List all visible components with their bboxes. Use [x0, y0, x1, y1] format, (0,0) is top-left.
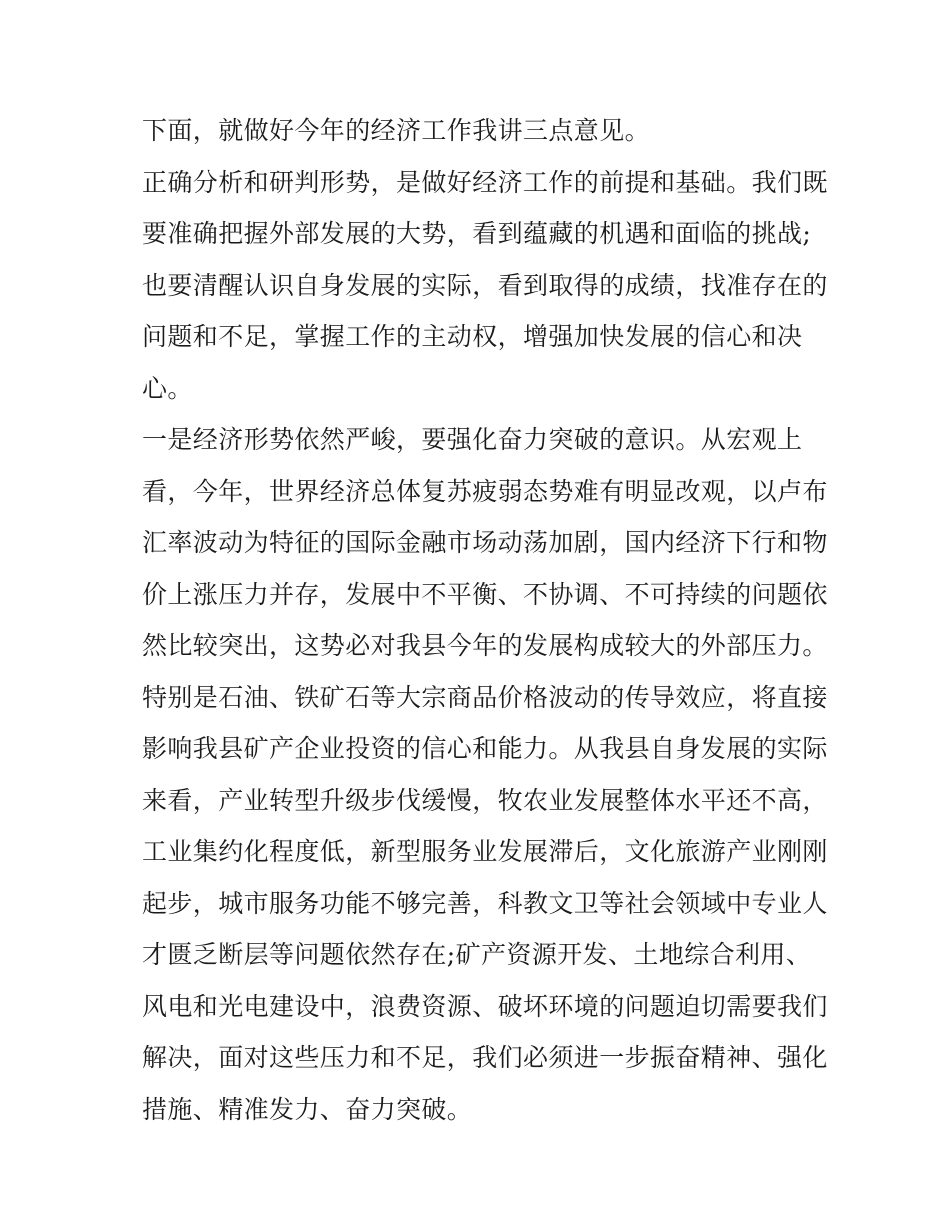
text-line: 起步，城市服务功能不够完善，科教文卫等社会领域中专业人	[142, 888, 828, 918]
text-line: 来看，产业转型升级步伐缓慢，牧农业发展整体水平还不高，	[142, 785, 828, 815]
text-line: 看，今年，世界经济总体复苏疲弱态势难有明显改观，以卢布	[142, 476, 828, 506]
text-line: 一是经济形势依然严峻，要强化奋力突破的意识。从宏观上	[142, 425, 803, 454]
text-line: 风电和光电建设中，浪费资源、破坏环境的问题迫切需要我们	[142, 991, 828, 1021]
text-line: 措施、精准发力、奋力突破。	[142, 1094, 473, 1124]
text-line: 正确分析和研判形势，是做好经济工作的前提和基础。我们既	[142, 167, 828, 197]
text-line: 特别是石油、铁矿石等大宗商品价格波动的传导效应，将直接	[142, 682, 828, 712]
text-line: 工业集约化程度低，新型服务业发展滞后，文化旅游产业刚刚	[142, 837, 828, 866]
text-line: 才匮乏断层等问题依然存在;矿产资源开发、土地综合利用、	[142, 940, 812, 969]
text-line: 也要清醒认识自身发展的实际，看到取得的成绩，找准存在的	[142, 270, 828, 300]
text-line: 问题和不足，掌握工作的主动权，增强加快发展的信心和决	[142, 322, 803, 351]
text-line: 价上涨压力并存，发展中不平衡、不协调、不可持续的问题依	[142, 579, 828, 609]
document-body	[142, 105, 828, 1135]
text-line: 心。	[142, 373, 193, 403]
text-line: 解决，面对这些压力和不足，我们必须进一步振奋精神、强化	[142, 1043, 828, 1072]
text-line: 要准确把握外部发展的大势，看到蕴藏的机遇和面临的挑战;	[142, 219, 812, 248]
text-line: 汇率波动为特征的国际金融市场动荡加剧，国内经济下行和物	[142, 528, 828, 557]
text-line: 然比较突出，这势必对我县今年的发展构成较大的外部压力。	[142, 631, 828, 660]
text-line: 下面，就做好今年的经济工作我讲三点意见。	[142, 116, 651, 145]
text-line: 影响我县矿产企业投资的信心和能力。从我县自身发展的实际	[142, 734, 828, 763]
